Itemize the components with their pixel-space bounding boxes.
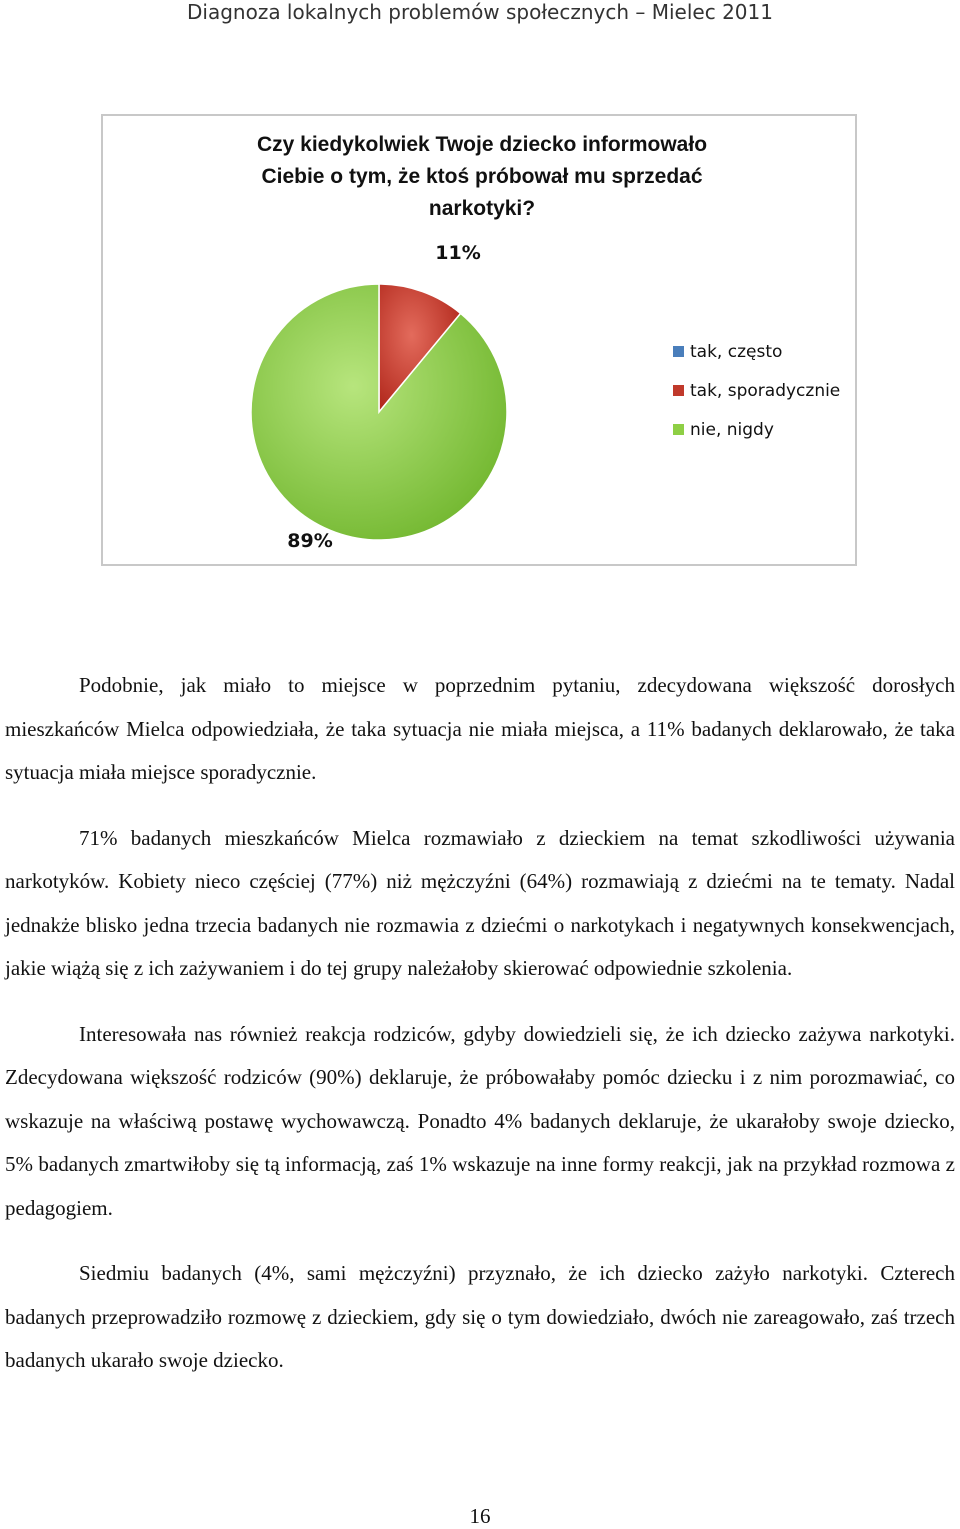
paragraph-2: 71% badanych mieszkańców Mielca rozmawiało z dzieckiem na temat szkodliwości używania narkotyków. Kobiety nieco częściej (77%) niż mężczyźni (64%) rozmawiają z dziećmi na te tematy. Nadal jednakże blisko jedna trzecia badanych nie rozmawia z dziećmi o narkotykach i negatywnych konsekwencjach, jakie wiążą się z ich zażywaniem i do tej grupy należałoby skierować odpowiednie szkolenia. bbox=[5, 825, 955, 980]
body-text bbox=[5, 664, 955, 1405]
legend-label-2: tak, sporadycznie bbox=[690, 381, 841, 401]
slice-label-2: 11% bbox=[435, 242, 481, 264]
legend-swatch-2 bbox=[673, 385, 684, 396]
legend-label-1: tak, często bbox=[690, 342, 783, 362]
legend-label-3: nie, nigdy bbox=[690, 420, 774, 440]
page-header: Diagnoza lokalnych problemów społecznych – Mielec 2011 bbox=[187, 0, 773, 24]
pie-slice-3 bbox=[251, 284, 507, 540]
paragraph-1: Podobnie, jak miało to miejsce w poprzednim pytaniu, zdecydowana większość dorosłych mieszkańców Mielca odpowiedziała, że taka sytuacja nie miała miejsca, a 11% badanych deklarowało, że taka sytuacja miała miejsce sporadycznie. bbox=[5, 673, 955, 784]
paragraph-3: Interesowała nas również reakcja rodziców, gdyby dowiedzieli się, że ich dziecko zażywa narkotyki. Zdecydowana większość rodziców (90%) deklaruje, że próbowałaby pomóc dziecku i z nim porozmawiać, co wskazuje na właściwą postawę wychowawczą. Ponadto 4% badanych deklaruje, że ukarałoby swoje dziecko, 5% badanych zmartwiłoby się tą informacją, zaś 1% wskazuje na inne formy reakcji, jak na przykład rozmowa z pedagogiem. bbox=[5, 1021, 955, 1220]
slice-label-3: 89% bbox=[287, 530, 333, 552]
pie-chart bbox=[103, 116, 859, 568]
pie-chart-frame bbox=[101, 114, 857, 566]
legend-swatch-1 bbox=[673, 346, 684, 357]
page-number: 16 bbox=[469, 1504, 491, 1528]
chart-title-line-3: narkotyki? bbox=[428, 197, 536, 220]
paragraph-4: Siedmiu badanych (4%, sami mężczyźni) przyznało, że ich dziecko zażyło narkotyki. Czterech badanych przeprowadziło rozmowę z dzieckiem, gdy się o tym dowiedziało, dwóch nie zareagowało, zaś trzech badanych ukarało swoje dziecko. bbox=[5, 1261, 955, 1372]
chart-title-line-1: Czy kiedykolwiek Twoje dziecko informowało bbox=[256, 133, 708, 156]
chart-title-line-2: Ciebie o tym, że ktoś próbował mu sprzedać bbox=[261, 165, 703, 188]
legend-swatch-3 bbox=[673, 424, 684, 435]
